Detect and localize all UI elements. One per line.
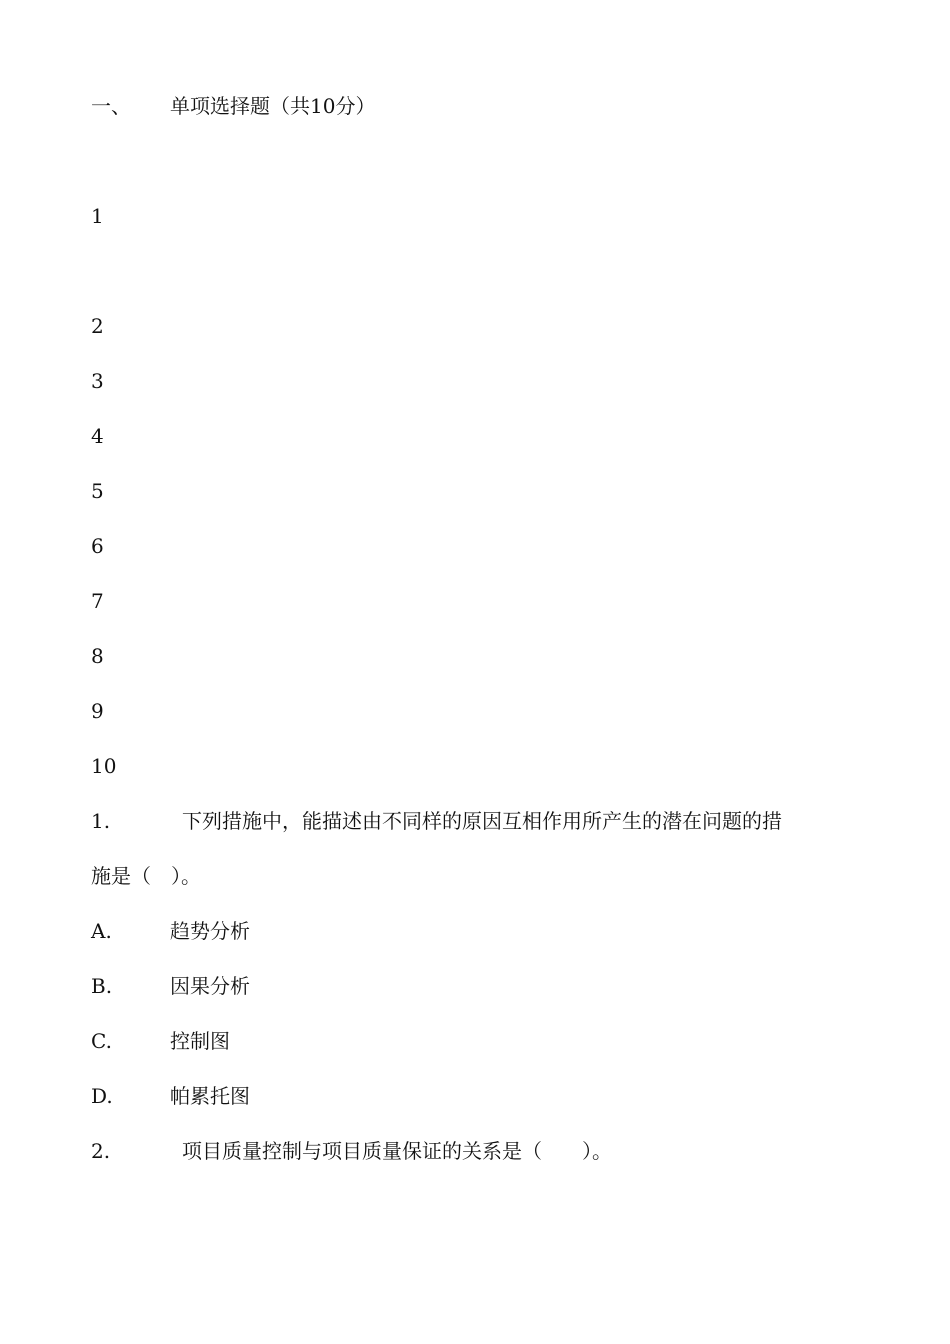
option-label: A. (91, 919, 112, 943)
option-text: 控制图 (170, 1029, 230, 1053)
option-text: 趋势分析 (170, 919, 250, 943)
list-number: 3 (91, 369, 104, 393)
list-number: 8 (91, 644, 104, 668)
list-number: 7 (91, 589, 104, 613)
list-number: 5 (91, 479, 104, 503)
question-text: 下列措施中，能描述由不同样的原因互相作用所产生的潜在问题的措 (182, 809, 782, 833)
question-text-continued: 施是（ ）。 (91, 864, 201, 888)
question-number: 2. (91, 1139, 111, 1163)
option-label: C. (91, 1029, 112, 1053)
option-text: 因果分析 (170, 974, 250, 998)
option-label: D. (91, 1084, 113, 1108)
list-number: 10 (91, 754, 117, 778)
list-number: 2 (91, 314, 104, 338)
option-label: B. (91, 974, 113, 998)
section-marker: 一、 (91, 94, 131, 118)
list-number: 1 (91, 204, 104, 228)
question-text: 项目质量控制与项目质量保证的关系是（ ）。 (182, 1139, 612, 1163)
list-number: 9 (91, 699, 104, 723)
question-number: 1. (91, 809, 111, 833)
option-text: 帕累托图 (170, 1084, 250, 1108)
section-title: 单项选择题（共10分） (170, 94, 376, 118)
list-number: 4 (91, 424, 104, 448)
list-number: 6 (91, 534, 104, 558)
